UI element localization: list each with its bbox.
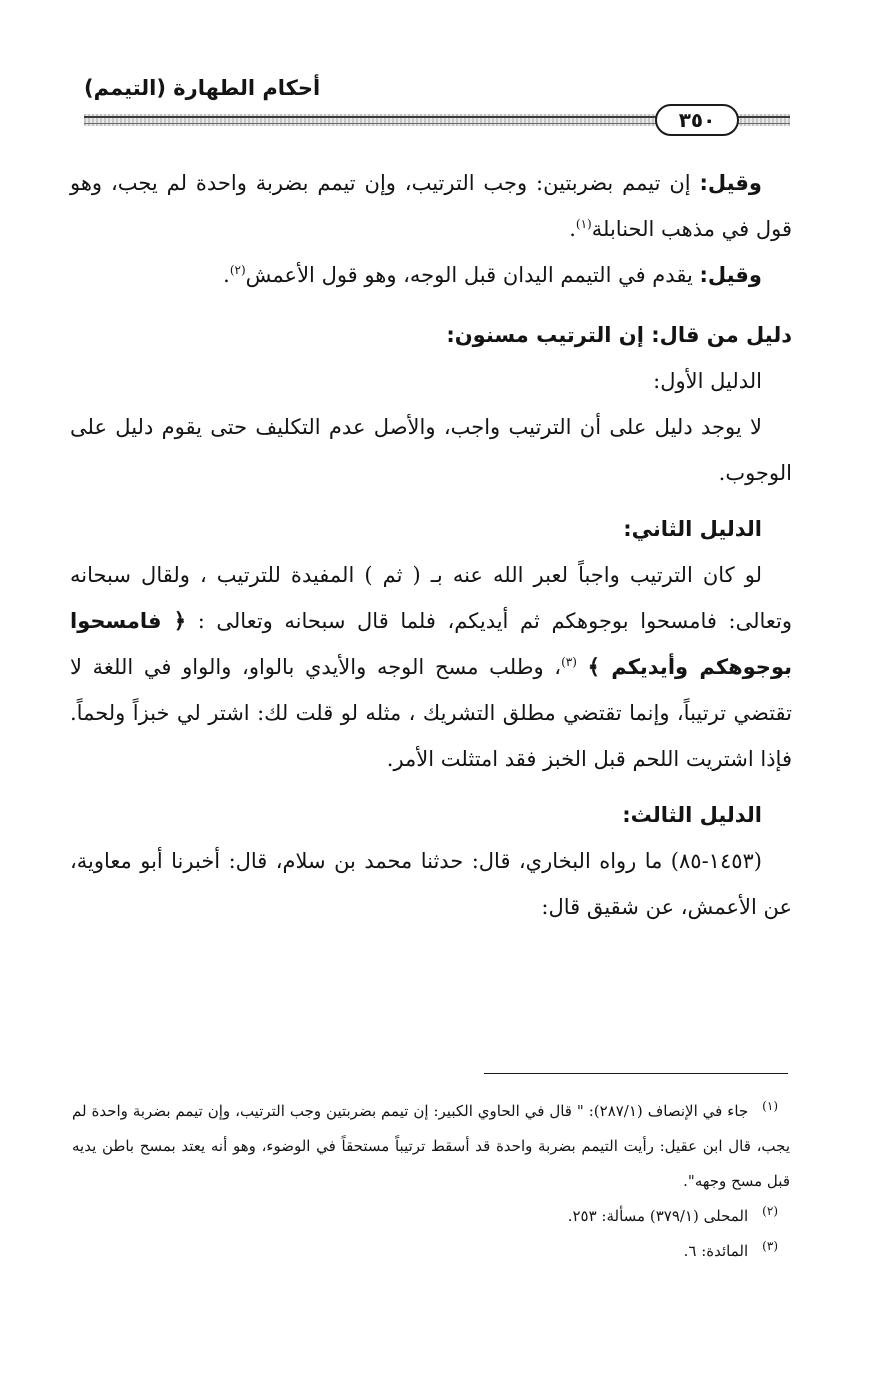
- footnote-ref-2[interactable]: (٢): [229, 263, 246, 277]
- page-number: [655, 104, 739, 136]
- opinion-1-lead: وقيل:: [699, 171, 762, 195]
- footnote-3-text: المائدة: ٦.: [683, 1242, 749, 1260]
- footnote-ref-3[interactable]: (٣): [561, 655, 577, 669]
- second-evidence-label: الدليل الثاني:: [623, 517, 762, 541]
- opinion-1-end: .: [569, 217, 576, 241]
- footnote-separator: [484, 1073, 788, 1074]
- opinion-1-text: إن تيمم بضربتين: وجب الترتيب، وإن تيمم بضربة واحدة لم يجب، وهو قول في مذهب الحنابلة: [70, 171, 792, 241]
- footnote-ref-1[interactable]: (١): [575, 217, 592, 231]
- first-evidence-text: لا يوجد دليل على أن الترتيب واجب، والأصل عدم التكليف حتى يقوم دليل على الوجوب.: [70, 415, 792, 485]
- third-evidence-label: الدليل الثالث:: [622, 803, 762, 827]
- first-evidence-label: الدليل الأول:: [653, 369, 762, 393]
- footnote-1: $^{(١)}$جاء في الإنصاف (٢٨٧/١): " قال في الحاوي الكبير: إن تيمم بضربتين وجب الترتيب، وإن تيمم بضربة واحدة لم يجب، قال ابن عقيل: رأيت التيمم بضربة واحدة قد أسقط ترتيباً مستحقاً في الوضوء، وهو أنه يعتد بمسح باطن يديه قبل مسح وجهه".: [72, 1099, 790, 1190]
- footnotes: [72, 1094, 790, 1269]
- opinion-2-lead: وقيل:: [699, 263, 762, 287]
- paragraph-opinion-2: [70, 252, 792, 298]
- footnote-2-text: المحلى (٣٧٩/١) مسألة: ٢٥٣.: [567, 1207, 749, 1225]
- footnote-1-text: جاء في الإنصاف (٢٨٧/١): " قال في الحاوي الكبير: إن تيمم بضربتين وجب الترتيب، وإن تيمم بضربة واحدة لم يجب، قال ابن عقيل: رأيت التيمم بضربة واحدة قد أسقط ترتيباً مستحقاً في الوضوء، وهو أنه يعتد بمسح باطن يديه قبل مسح وجهه".: [72, 1102, 790, 1190]
- footnote-2: $^{(٢)}$المحلى (٣٧٩/١) مسألة: ٢٥٣.: [567, 1204, 778, 1225]
- running-title: أحكام الطهارة (التيمم): [84, 76, 321, 100]
- paragraph-opinion-1: [70, 160, 792, 252]
- section-heading: دليل من قال: إن الترتيب مسنون:: [446, 323, 792, 347]
- opinion-2-end: .: [223, 263, 230, 287]
- second-evidence-part-2: ، وطلب مسح الوجه والأيدي بالواو، والواو في اللغة لا تقتضي ترتيباً، وإنما تقتضي مطلق التشريك ، مثله لو قلت لك: اشتر لي خبزاً ولحماً. فإذا اشتريت اللحم قبل الخبز فقد امتثلت الأمر.: [70, 655, 792, 771]
- opinion-2-text: يقدم في التيمم اليدان قبل الوجه، وهو قول الأعمش: [245, 263, 700, 287]
- third-evidence-text: (١٤٥٣-٨٥) ما رواه البخاري، قال: حدثنا محمد بن سلام، قال: أخبرنا أبو معاوية، عن الأعمش، عن شقيق قال:: [70, 849, 792, 919]
- page-number-text: ٣٥٠: [678, 108, 716, 132]
- main-text: [70, 160, 792, 930]
- second-evidence-part-1: لو كان الترتيب واجباً لعبر الله عنه بـ ( ثم ) المفيدة للترتيب ، ولقال سبحانه وتعالى: فامسحوا بوجوهكم ثم أيديكم، فلما قال سبحانه وتعالى :: [70, 563, 793, 633]
- footnote-3: $^{(٣)}$المائدة: ٦.: [683, 1239, 778, 1260]
- quran-verse: ﴿ فامسحوا بوجوهكم وأيديكم ﴾: [70, 609, 792, 679]
- second-evidence-text: [70, 552, 792, 782]
